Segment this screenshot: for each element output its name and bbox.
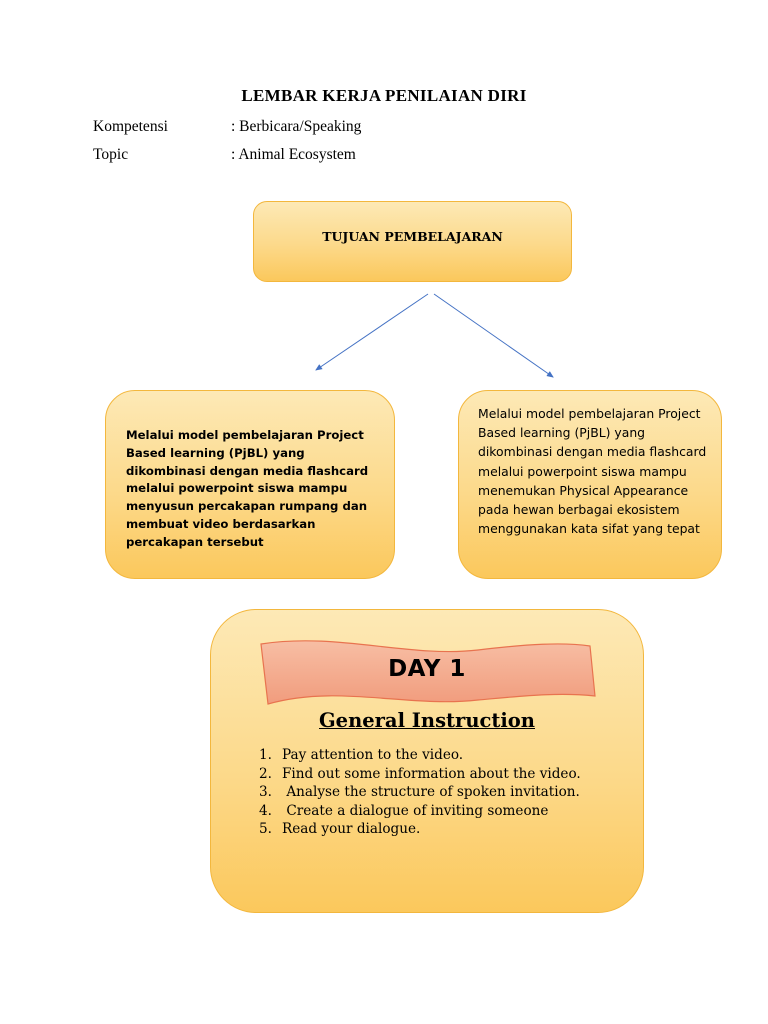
instruction-item: 4. Create a dialogue of inviting someone <box>259 802 549 819</box>
instruction-item: 3. Analyse the structure of spoken invitation. <box>259 784 580 801</box>
day-label: DAY 1 <box>388 656 466 682</box>
worksheet-title: LEMBAR KERJA PENILAIAN DIRI <box>241 86 527 105</box>
objective-text-right: Melalui model pembelajaran Project Based learning (PjBL) yang dikombinasi dengan media flashcard melalui powerpoint siswa mampu menemukan Physical Appearance pada hewan berbagai ekosistem menggunakan kata sifat yang tepat <box>478 406 707 537</box>
connector-arrows <box>0 0 768 400</box>
objective-text-left: Melalui model pembelajaran Project Based learning (PjBL) yang dikombinasi dengan media flashcard melalui powerpoint siswa mampu menyusun percakapan rumpang dan membuat video berdasarkan percakapan tersebut <box>126 428 369 549</box>
kompetensi-value: : Berbicara/Speaking <box>231 118 362 135</box>
topic-label: Topic <box>93 146 129 163</box>
instruction-item: 1. Pay attention to the video. <box>259 747 464 763</box>
instruction-item: 2. Find out some information about the video. <box>259 765 581 782</box>
instruction-item: 5. Read your dialogue. <box>259 821 421 838</box>
instruction-list <box>259 746 581 839</box>
kompetensi-label: Kompetensi <box>93 118 168 135</box>
arrow-right <box>434 294 553 377</box>
objective-box-right <box>458 390 722 579</box>
tujuan-title: TUJUAN PEMBELAJARAN <box>322 229 503 244</box>
objective-box-left <box>105 390 395 579</box>
topic-value: : Animal Ecosystem <box>231 146 356 163</box>
general-instruction-heading: General Instruction <box>319 709 535 732</box>
arrow-left <box>316 294 428 370</box>
